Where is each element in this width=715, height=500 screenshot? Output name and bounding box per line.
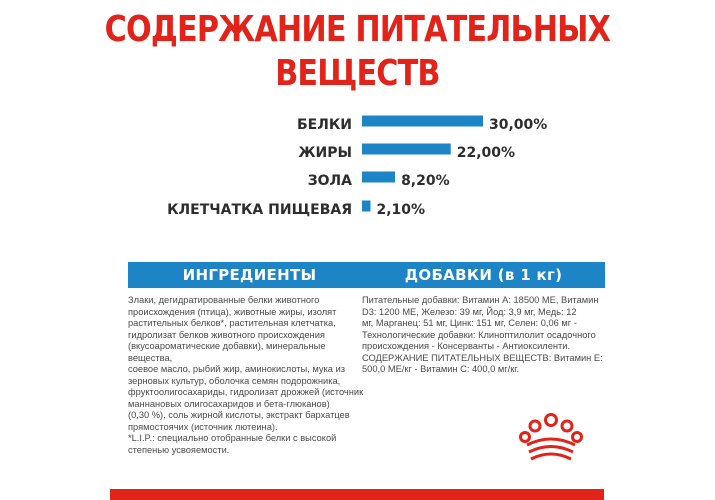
ingredients-line: гидролизат белков животного происхождения bbox=[128, 329, 325, 340]
bar bbox=[362, 116, 483, 127]
ingredients-panel bbox=[128, 262, 371, 456]
value-label: 22,00% bbox=[456, 145, 516, 161]
additives-header: ДОБАВКИ (в 1 кг) bbox=[362, 262, 605, 288]
ingredients-line: (0,30 %), соль жирной кислоты, экстракт бархатцев bbox=[128, 410, 350, 420]
royal-crown-icon bbox=[518, 411, 584, 467]
ingredients-line: растительных белков*, растительная клетчатка, bbox=[128, 318, 336, 328]
ingredients-header: ИНГРЕДИЕНТЫ bbox=[128, 262, 371, 288]
additives-line: СОДЕРЖАНИЕ ПИТАТЕЛЬНЫХ ВЕЩЕСТВ: Витамин Е: bbox=[362, 352, 603, 363]
category-label: ЖИРЫ bbox=[298, 145, 352, 161]
additives-text bbox=[362, 295, 605, 376]
additives-line: происхождения - Консерванты - Антиоксиленти. bbox=[362, 341, 571, 351]
bar bbox=[362, 172, 395, 183]
category-label: БЕЛКИ bbox=[296, 117, 352, 133]
page-title-line-2: ВЕЩЕСТВ bbox=[275, 53, 440, 94]
additives-line: мг, Марганец: 51 мг, Цинк: 151 мг, Селен: 0,06 мг - bbox=[362, 318, 577, 328]
ingredients-line: соевое масло, рыбий жир, аминокислоты, мука из bbox=[128, 364, 346, 374]
brand-bottom-bar bbox=[110, 489, 604, 500]
additives-line: Питательные добавки: Витамин А: 18500 МЕ, Витамин bbox=[362, 295, 599, 305]
ingredients-line: фруктоолигосахариды, гидролизат дрожжей (источник bbox=[128, 387, 364, 397]
category-label: КЛЕТЧАТКА ПИЩЕВАЯ bbox=[167, 202, 352, 218]
ingredients-text bbox=[128, 295, 371, 456]
category-label: ЗОЛА bbox=[307, 173, 352, 189]
value-label: 8,20% bbox=[401, 173, 450, 189]
additives-panel bbox=[362, 262, 605, 376]
ingredients-line: степенью усвояемости. bbox=[128, 444, 230, 455]
ingredients-line: зерновых культур, оболочка семян подорожника, bbox=[128, 375, 341, 386]
page-title-line-1: СОДЕРЖАНИЕ ПИТАТЕЛЬНЫХ bbox=[104, 9, 611, 50]
ingredients-line: *L.I.P.: специально отобранные белки с высокой bbox=[128, 433, 337, 443]
ingredients-line: (вкусоароматические добавки), минеральные вещества, bbox=[128, 341, 326, 363]
nutrient-bar-chart bbox=[0, 0, 715, 230]
ingredients-line: происхождения (птица), животные жиры, изолят bbox=[128, 306, 337, 317]
value-label: 30,00% bbox=[489, 117, 548, 133]
bar bbox=[362, 201, 370, 212]
additives-line: 500,0 МЕ/кг - Витамин С: 400,0 мг/кг. bbox=[362, 364, 520, 374]
bar bbox=[362, 144, 451, 155]
ingredients-line: Злаки, дегидратированные белки животного bbox=[128, 295, 320, 305]
value-label: 2,10% bbox=[376, 202, 426, 218]
additives-line: D3: 1200 МЕ, Железо: 39 мг, Йод: 3,9 мг, Медь: 12 bbox=[362, 306, 577, 317]
additives-line: Технологические добавки: Клиноптилолит осадочного bbox=[362, 329, 596, 340]
ingredients-line: маннановых олигосахаридов и бета-глюканов) bbox=[128, 398, 330, 409]
ingredients-line: прямостоячих (источник лютеина). bbox=[128, 421, 278, 432]
